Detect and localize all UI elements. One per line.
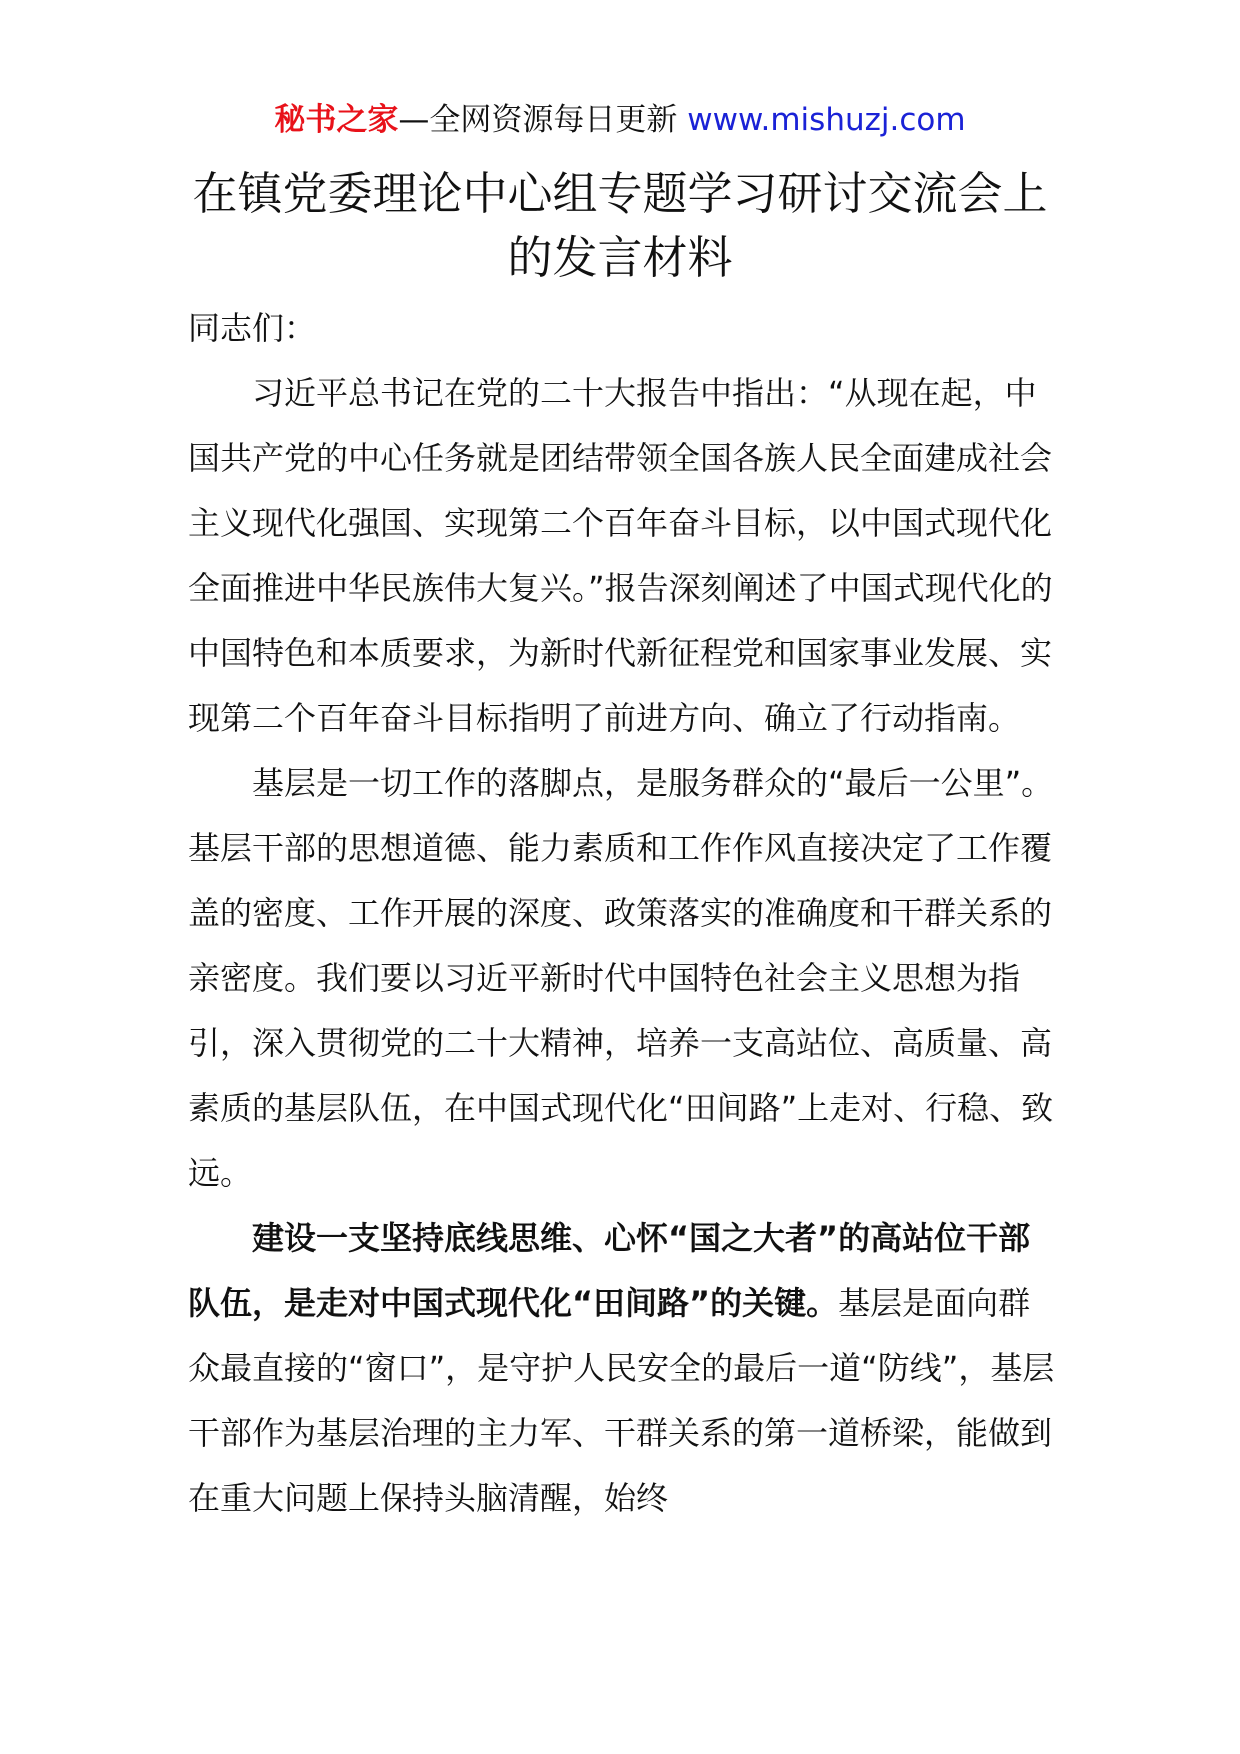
header-tagline: —全网资源每日更新: [398, 102, 688, 138]
paragraph: 习近平总书记在党的二十大报告中指出：“从现在起，中国共产党的中心任务就是团结带领全国各族人民全面建成社会主义现代化强国、实现第二个百年奋斗目标，以中国式现代化全面推进中华民族伟大复兴。”报告深刻阐述了中国式现代化的中国特色和本质要求，为新时代新征程党和国家事业发展、实现第二个百年奋斗目标指明了前进方向、确立了行动指南。: [188, 374, 1053, 737]
paragraph: 基层是一切工作的落脚点，是服务群众的“最后一公里”。基层干部的思想道德、能力素质和工作作风直接决定了工作覆盖的密度、工作开展的深度、政策落实的准确度和干群关系的亲密度。我们要以习近平新时代中国特色社会主义思想为指引，深入贯彻党的二十大精神，培养一支高站位、高质量、高素质的基层队伍，在中国式现代化“田间路”上走对、行稳、致远。: [188, 764, 1054, 1192]
brand-name: 秘书之家: [274, 102, 399, 138]
section-text: 基层是面向群众最直接的“窗口”，是守护人民安全的最后一道“防线”，基层干部作为基层治理的主力军、干群关系的第一道桥梁，能做到在重大问题上保持头脑清醒，始终: [188, 1284, 1055, 1517]
document-title: 在镇党委理论中心组专题学习研讨交流会上的发言材料: [192, 167, 1048, 284]
site-header: [0, 100, 1240, 140]
section-heading: 建设一支坚持底线思维、心怀“国之大者”的高站位干部队伍，是走对中国式现代化“田间路”的关键。: [188, 1219, 1031, 1322]
section-paragraph: [188, 1206, 1056, 1531]
document-body: [188, 296, 1056, 1531]
salutation: 同志们：: [188, 309, 317, 347]
site-url-link[interactable]: www.mishuzj.com: [687, 102, 966, 138]
